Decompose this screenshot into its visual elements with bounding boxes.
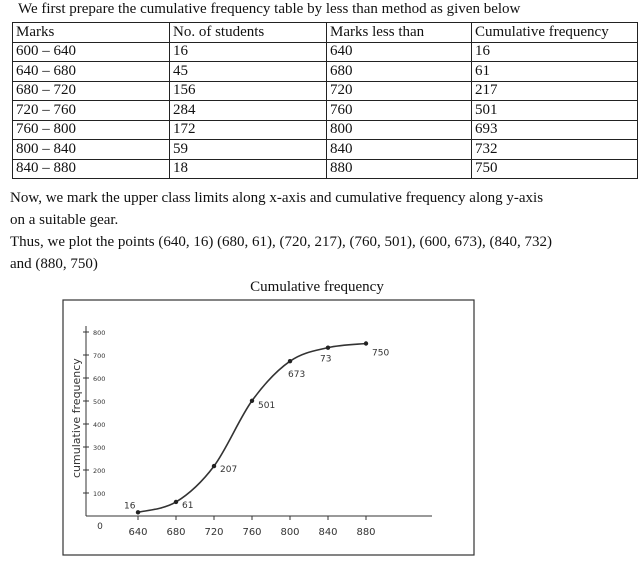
table-cell: 693 — [472, 120, 638, 140]
x-tick-label: 680 — [166, 527, 186, 538]
y-tick-label: 700 — [93, 352, 106, 360]
data-point-label: 207 — [220, 465, 238, 476]
table-cell: 800 — [327, 120, 472, 140]
data-point-label: 16 — [124, 501, 136, 512]
table-cell: 880 — [327, 159, 472, 179]
data-point-label: 73 — [320, 354, 332, 365]
col-header-students: No. of students — [170, 23, 327, 43]
x-tick-label: 880 — [356, 527, 376, 538]
y-axis-label: cumulative frequency — [70, 358, 83, 478]
y-tick-label: 200 — [93, 467, 106, 475]
graph-title: Cumulative frequency — [250, 279, 384, 295]
table-cell: 720 – 760 — [13, 101, 170, 121]
table-cell: 45 — [170, 62, 327, 82]
y-tick-label: 500 — [93, 398, 106, 406]
y-tick-label: 100 — [93, 490, 106, 498]
data-point-label: 673 — [288, 370, 306, 381]
y-tick-label: 300 — [93, 444, 106, 452]
table-cell: 800 – 840 — [13, 140, 170, 160]
table-cell: 732 — [472, 140, 638, 160]
table-cell: 680 – 720 — [13, 81, 170, 101]
x-tick-label: 840 — [318, 527, 338, 538]
table-cell: 59 — [170, 140, 327, 160]
data-point — [212, 464, 216, 468]
paragraph-line-1: Now, we mark the upper class limits along x-axis and cumulative frequency along y-axis — [10, 190, 544, 206]
table-cell: 172 — [170, 120, 327, 140]
table-cell: 600 – 640 — [13, 42, 170, 62]
x-tick-label: 800 — [280, 527, 300, 538]
graph-paper-border — [63, 300, 474, 555]
table-cell: 18 — [170, 159, 327, 179]
table-cell: 640 – 680 — [13, 62, 170, 82]
col-header-cumulative: Cumulative frequency — [472, 23, 638, 43]
table-cell: 840 — [327, 140, 472, 160]
paragraph-line-4: and (880, 750) — [10, 256, 98, 272]
table-cell: 501 — [472, 101, 638, 121]
data-point — [136, 510, 140, 514]
table-cell: 680 — [327, 62, 472, 82]
col-header-marks: Marks — [13, 23, 170, 43]
table-cell: 284 — [170, 101, 327, 121]
table-cell: 61 — [472, 62, 638, 82]
table-cell: 640 — [327, 42, 472, 62]
data-point — [288, 359, 292, 363]
table-cell: 156 — [170, 81, 327, 101]
y-tick-label: 600 — [93, 375, 106, 383]
paragraph-line-3: Thus, we plot the points (640, 16) (680, 61), (720, 217), (760, 501), (600, 673), (840, 732) — [10, 234, 553, 250]
data-point-label: 501 — [258, 400, 276, 411]
data-point-label: 61 — [182, 500, 194, 511]
table-cell: 720 — [327, 81, 472, 101]
y-tick-label: 400 — [93, 421, 106, 429]
data-points — [124, 341, 389, 514]
table-cell: 16 — [472, 42, 638, 62]
x-tick-label: 640 — [128, 527, 148, 538]
table-cell: 16 — [170, 42, 327, 62]
data-point — [364, 341, 368, 345]
y-tick-label: 800 — [93, 329, 106, 337]
table-cell: 217 — [472, 81, 638, 101]
x-tick-label: 720 — [204, 527, 224, 538]
data-point — [326, 345, 330, 349]
table-cell: 760 — [327, 101, 472, 121]
data-point — [174, 500, 178, 504]
ogive-curve — [138, 344, 366, 513]
data-point — [250, 399, 254, 403]
data-point-label: 750 — [372, 348, 390, 359]
x-tick-label: 760 — [242, 527, 262, 538]
table-cell: 760 – 800 — [13, 120, 170, 140]
table-cell: 840 – 880 — [13, 159, 170, 179]
col-header-less-than: Marks less than — [327, 23, 472, 43]
paragraph-line-2: on a suitable gear. — [10, 212, 119, 228]
origin-label: 0 — [97, 522, 103, 532]
intro-text: We first prepare the cumulative frequency table by less than method as given below — [18, 1, 521, 17]
table-cell: 750 — [472, 159, 638, 179]
